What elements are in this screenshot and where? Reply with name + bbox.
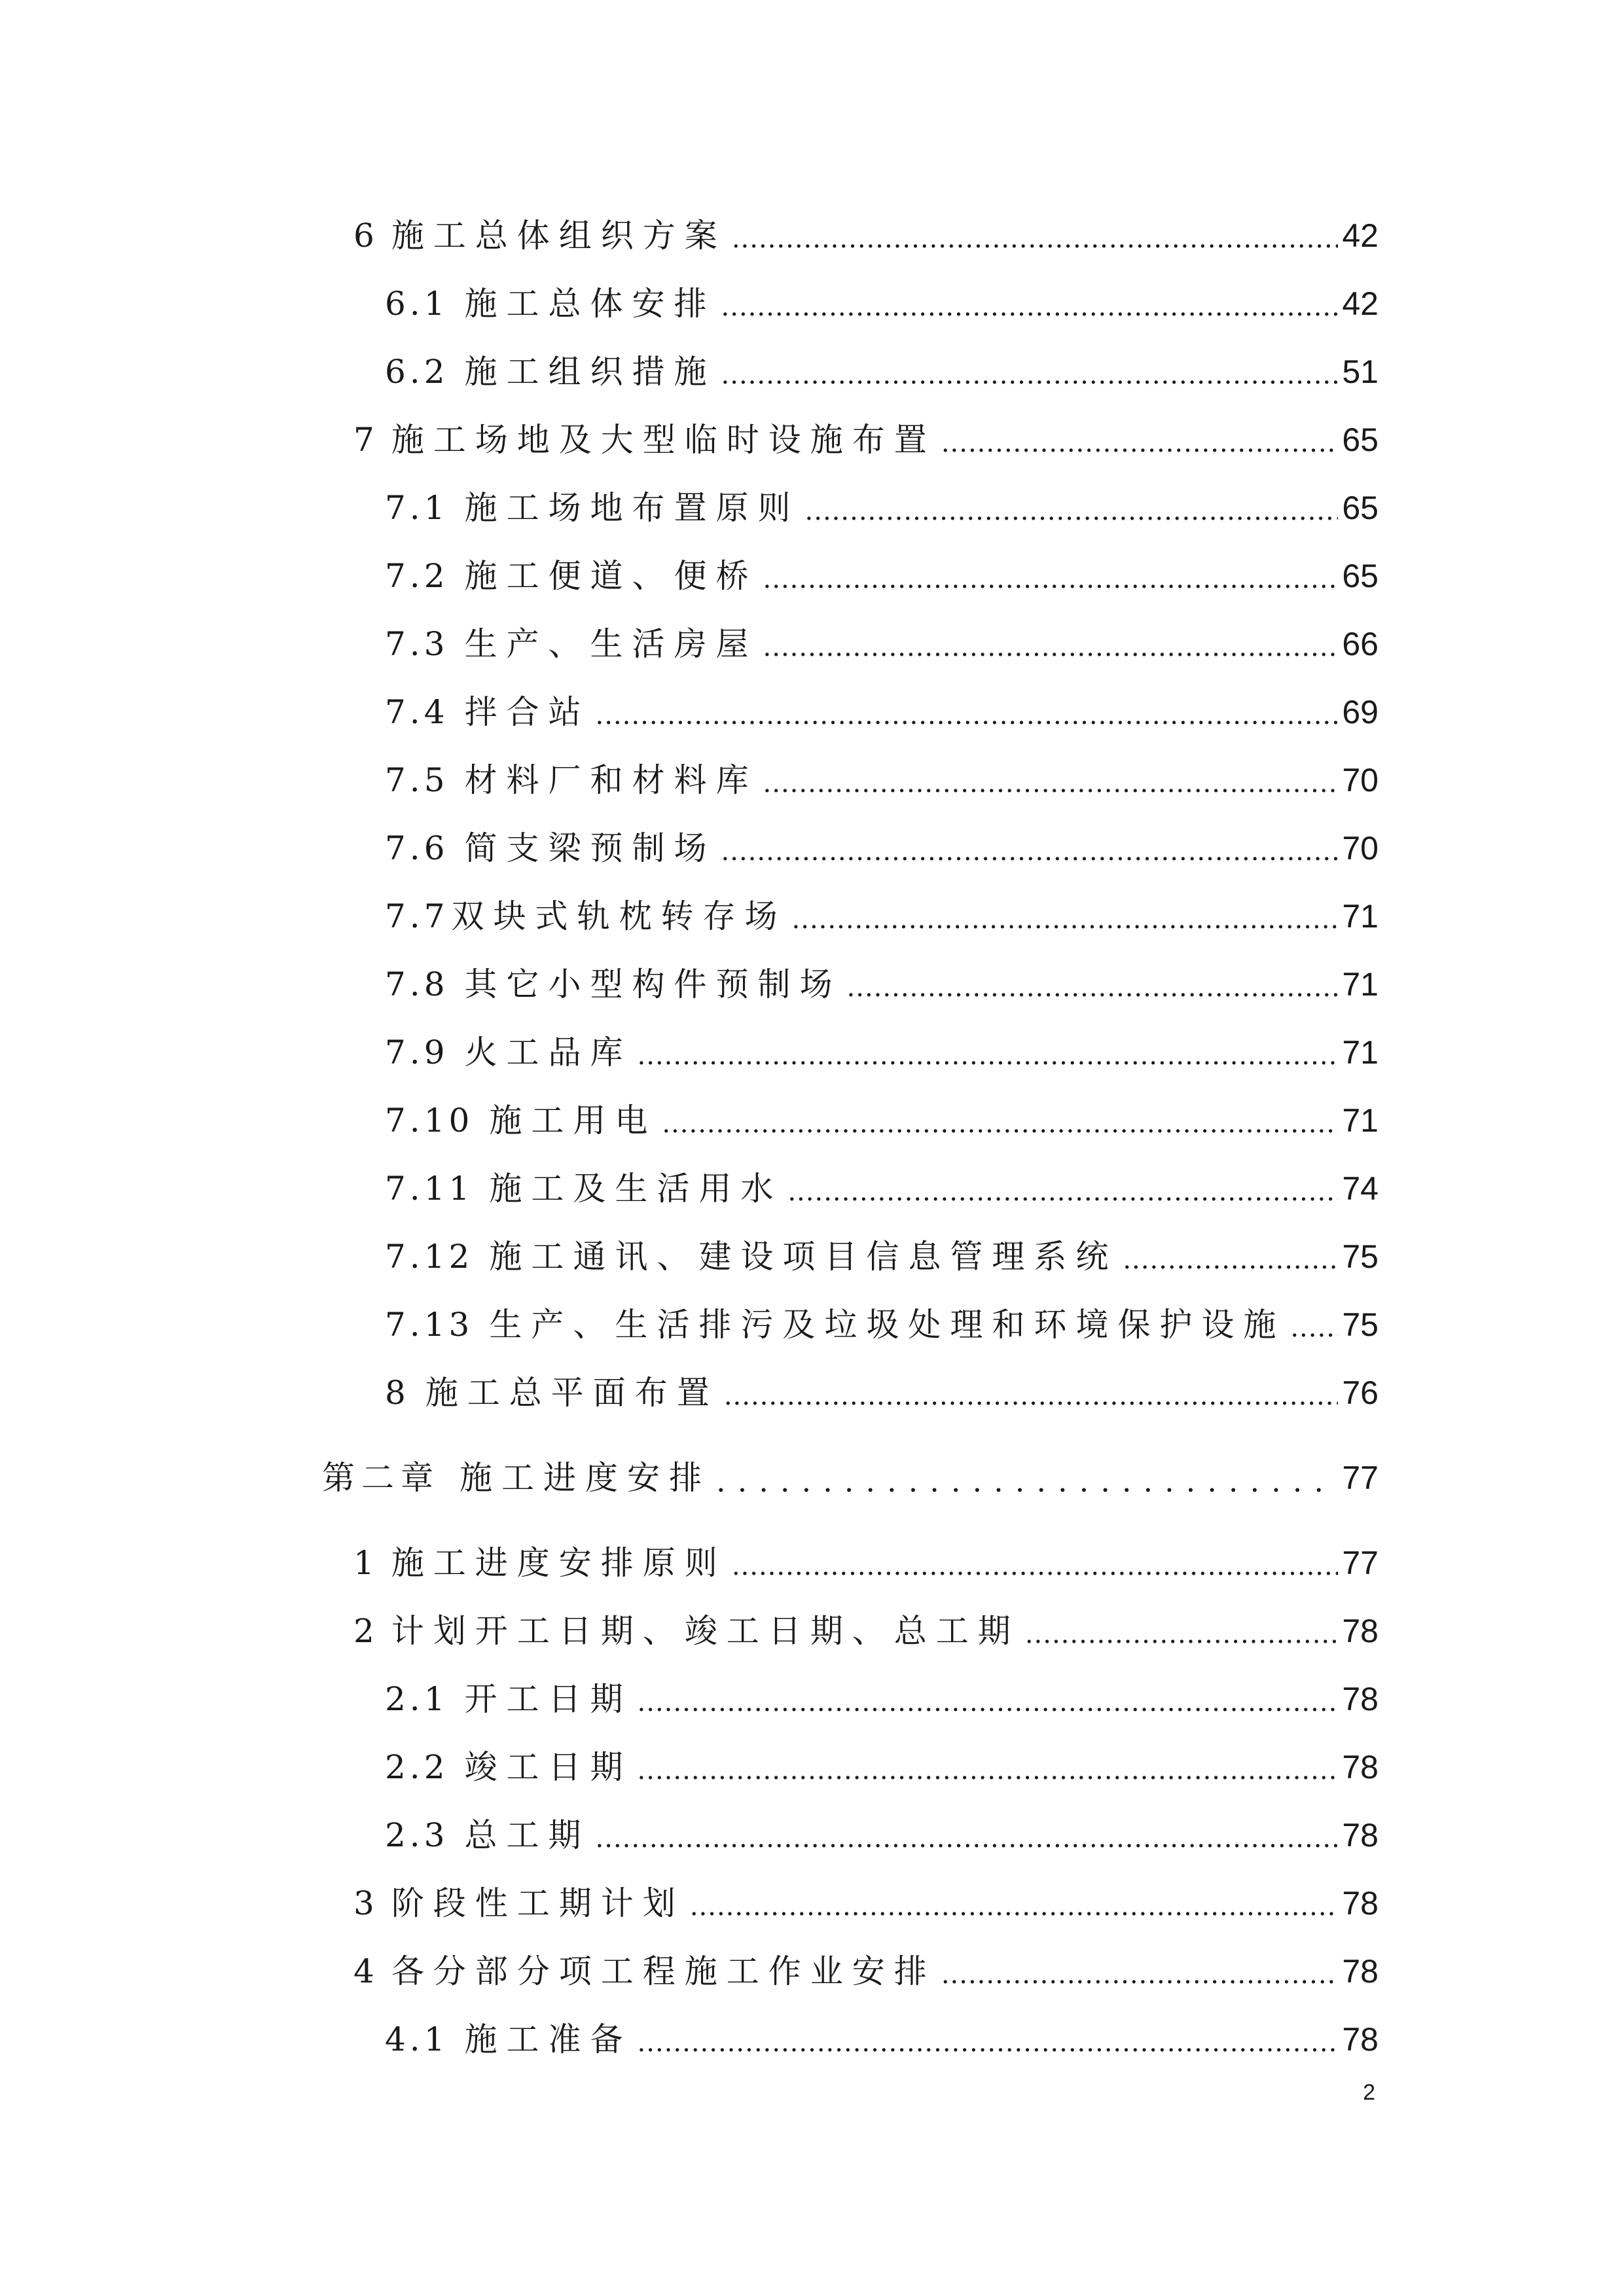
toc-number: 3 [353,1884,378,1922]
toc-page: 71 [1342,966,1379,1003]
toc-title: 施工准备 [464,2020,632,2058]
toc-page: 42 [1342,217,1379,254]
toc-number: 7.6 [385,829,449,867]
toc-number: 7.3 [385,625,449,663]
toc-entry[interactable] [385,1741,1379,1793]
toc-entry[interactable] [385,278,1379,330]
toc-page: 42 [1342,285,1379,322]
toc-page: 75 [1342,1238,1379,1275]
toc-leader-dots [805,488,1339,534]
toc-number: 6 [353,217,378,255]
toc-chapter-title: 施工进度安排 [460,1459,711,1497]
toc-title: 施工组织措施 [464,353,716,391]
toc-entry[interactable] [385,550,1379,602]
toc-page: 71 [1342,898,1379,935]
toc-entry[interactable] [385,346,1379,398]
toc-title: 各分部分项工程施工作业安排 [391,1952,936,1990]
toc-title: 竣工日期 [464,1748,632,1786]
toc-title: 双块式轨枕转存场 [451,897,787,935]
toc-leader-dots [638,1748,1339,1793]
toc-entry[interactable] [385,2013,1379,2066]
toc-leader-dots [941,1952,1339,1998]
toc-page: 65 [1342,490,1379,526]
toc-leader-dots [763,761,1339,806]
toc-title: 阶段性工期计划 [391,1884,685,1922]
toc-entry[interactable] [385,1230,1379,1283]
toc-chapter-entry[interactable] [322,1452,1379,1504]
toc-title: 施工用电 [489,1102,657,1139]
toc-entry[interactable] [353,1945,1379,1998]
toc-leader-dots [732,1543,1339,1589]
toc-chapter-number: 第二章 [322,1459,440,1497]
toc-entry[interactable] [353,414,1379,466]
toc-page: 69 [1342,694,1379,730]
toc-title: 计划开工日期、竣工日期、总工期 [391,1612,1020,1650]
toc-page: 74 [1342,1170,1379,1207]
toc-title: 拌合站 [464,693,590,731]
toc-leader-dots [721,829,1339,874]
toc-leader-dots [1025,1611,1339,1657]
toc-page: 78 [1342,2021,1379,2058]
toc-leader-dots [792,897,1339,942]
toc-title: 施工通讯、建设项目信息管理系统 [489,1238,1118,1276]
toc-entry[interactable] [385,958,1379,1011]
toc-page: 78 [1342,1817,1379,1854]
toc-page: 66 [1342,626,1379,662]
toc-entry[interactable] [385,482,1379,534]
toc-leader-dots [638,1033,1339,1079]
toc-page: 77 [1342,1545,1379,1581]
toc-leader-dots [596,1816,1339,1861]
toc-page: 70 [1342,762,1379,798]
toc-page: 77 [1342,1460,1379,1496]
toc-leader-dots [721,284,1339,330]
toc-title: 火工品库 [464,1033,632,1071]
toc-number: 7.4 [385,693,449,731]
toc-entry[interactable] [385,822,1379,874]
toc-title: 开工日期 [464,1680,632,1718]
toc-number: 4 [353,1952,378,1990]
toc-page: 78 [1342,1953,1379,1990]
toc-entry[interactable] [385,1094,1379,1147]
toc-title: 总工期 [464,1816,590,1854]
toc-title: 施工便道、便桥 [464,557,758,595]
toc-leader-dots [1290,1305,1338,1351]
toc-entry[interactable] [385,1026,1379,1079]
toc-leader-dots [596,692,1339,738]
toc-entry[interactable] [353,209,1379,262]
toc-leader-dots [763,556,1339,602]
toc-leader-dots [724,1373,1339,1419]
toc-title: 施工总体安排 [464,285,716,323]
toc-number: 7.10 [385,1102,474,1139]
toc-leader-dots [716,1458,1325,1504]
toc-page: 78 [1342,1613,1379,1649]
toc-page: 78 [1342,1749,1379,1785]
toc-title: 施工及生活用水 [489,1170,783,1208]
toc-entry[interactable] [353,1877,1379,1929]
toc-title: 施工总体组织方案 [391,217,727,255]
toc-number: 4.1 [385,2020,449,2058]
toc-entry[interactable] [385,686,1379,738]
toc-page: 71 [1342,1102,1379,1139]
toc-entry[interactable] [385,890,1379,942]
page-number: 2 [1363,2080,1375,2105]
toc-leader-dots [690,1884,1339,1929]
toc-entry[interactable] [385,618,1379,670]
toc-number: 1 [353,1544,378,1582]
toc-leader-dots [732,216,1339,262]
toc-number: 7.5 [385,761,449,799]
toc-entry[interactable] [385,754,1379,806]
toc-page: 76 [1342,1374,1379,1411]
toc-title: 其它小型构件预制场 [464,965,842,1003]
toc-entry[interactable] [385,1367,1379,1419]
toc-title: 生产、生活房屋 [464,625,758,663]
toc-number: 2.2 [385,1748,449,1786]
toc-entry[interactable] [385,1299,1379,1351]
toc-page: 75 [1342,1306,1379,1343]
toc-page: 71 [1342,1034,1379,1071]
toc-number: 7.12 [385,1238,474,1276]
toc-number: 7.2 [385,557,449,595]
toc-page: 70 [1342,830,1379,867]
toc-title: 施工场地布置原则 [464,489,800,527]
toc-number: 6.1 [385,285,449,323]
toc-number: 7.7 [385,897,449,935]
toc-number: 7.13 [385,1306,474,1344]
toc-title: 施工进度安排原则 [391,1544,727,1582]
toc-title: 材料厂和材料库 [464,761,758,799]
toc-number: 7 [353,421,378,459]
toc-title: 施工总平面布置 [425,1374,719,1412]
toc-number: 2.1 [385,1680,449,1718]
toc-leader-dots [847,965,1339,1011]
toc-leader-dots [763,624,1339,670]
toc-leader-dots [638,2020,1339,2066]
toc-number: 7.1 [385,489,449,527]
toc-page: 78 [1342,1885,1379,1922]
toc-leader-dots [787,1169,1338,1215]
toc-page: 65 [1342,422,1379,458]
toc-number: 6.2 [385,353,449,391]
toc-entry[interactable] [385,1809,1379,1861]
toc-title: 生产、生活排污及垃圾处理和环境保护设施 [489,1306,1286,1344]
toc-leader-dots [721,352,1339,398]
toc-entry[interactable] [385,1162,1379,1215]
toc-page: 51 [1342,353,1379,390]
toc-title: 施工场地及大型临时设施布置 [391,421,936,459]
toc-number: 7.8 [385,965,449,1003]
toc-entry[interactable] [353,1537,1379,1589]
toc-number: 8 [385,1374,410,1412]
toc-number: 2 [353,1612,378,1650]
toc-entry[interactable] [385,1673,1379,1725]
toc-page: 65 [1342,558,1379,594]
toc-number: 7.11 [385,1170,474,1208]
toc-number: 2.3 [385,1816,449,1854]
toc-number: 7.9 [385,1033,449,1071]
toc-title: 简支梁预制场 [464,829,716,867]
toc-leader-dots [638,1679,1339,1725]
toc-leader-dots [662,1101,1338,1147]
toc-entry[interactable] [353,1605,1379,1657]
toc-page: 78 [1342,1681,1379,1717]
toc-leader-dots [1123,1237,1338,1283]
toc-leader-dots [941,420,1339,466]
